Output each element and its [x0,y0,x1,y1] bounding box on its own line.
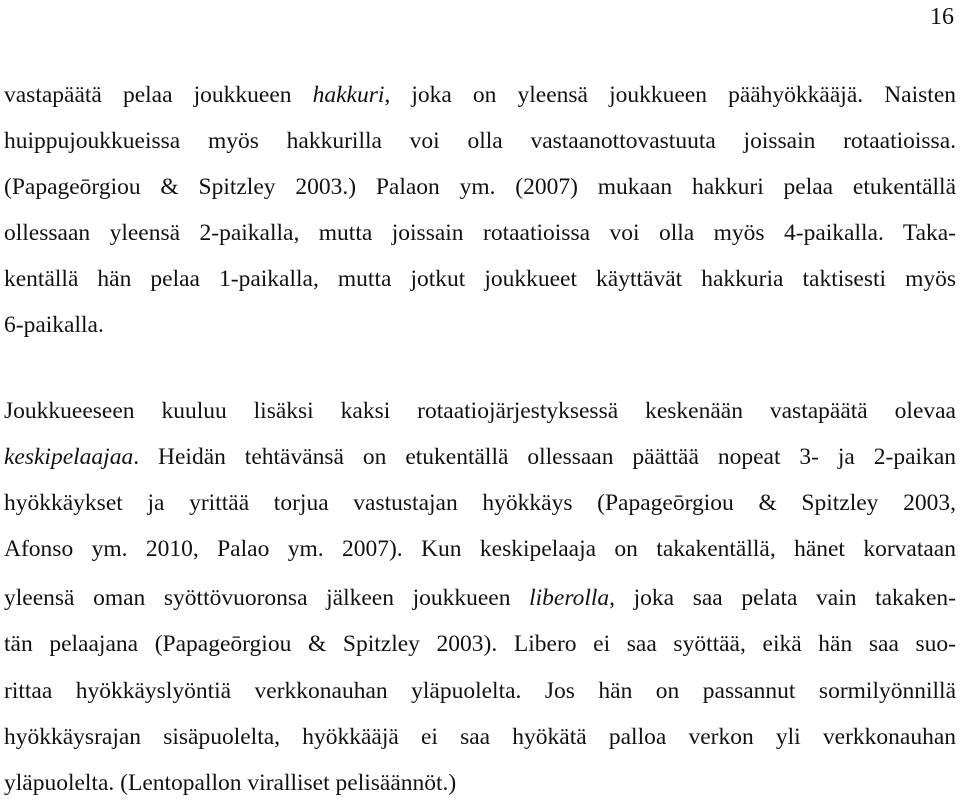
text-run: Afonso ym. 2010, Palao ym. 2007). Kun keskipelaaja on takakentällä, hänet korvataan [4,536,956,562]
text-line [4,396,956,426]
text-line [4,80,956,110]
text-run: . Heidän tehtävänsä on etukentällä ollessaan päättää nopeat 3- ja 2-paikan [133,444,956,470]
text-line [4,629,956,659]
text-line [4,676,956,706]
text-run: vastapäätä pelaa joukkueen [4,82,313,108]
text-line [4,488,956,518]
text-line [4,534,956,564]
text-line [4,722,956,752]
text-run: Joukkueeseen kuuluu lisäksi kaksi rotaatiojärjestyksessä keskenään vastapäätä olevaa [4,398,956,424]
term-keskipelaajaa: keskipelaajaa [4,444,134,470]
text-run: rittaa hyökkäyslyöntiä verkkonauhan yläpuolelta. Jos hän on passannut sormilyönnillä [4,678,956,704]
text-line [4,310,956,340]
text-line [4,442,956,472]
text-run: yläpuolelta. (Lentopallon viralliset pelisäännöt.) [4,770,457,796]
text-run: 6-paikalla. [4,312,104,338]
text-run: , joka saa pelata vain takaken- [609,585,956,611]
text-run: huippujoukkueissa myös hakkurilla voi olla vastaanottovastuuta joissain rotaatioissa. [4,128,956,154]
text-run: yleensä oman syöttövuoronsa jälkeen joukkueen [4,585,530,611]
text-run: , joka on yleensä joukkueen päähyökkääjä. Naisten [384,82,956,108]
text-line [4,172,956,202]
term-liberolla: liberolla [529,585,610,611]
text-run: hyökkäykset ja yrittää torjua vastustajan hyökkäys (Papageōrgiou & Spitzley 2003, [4,490,956,516]
text-line [4,264,956,294]
text-run: ollessaan yleensä 2-paikalla, mutta joissain rotaatioissa voi olla myös 4-paikalla. Taka- [4,220,956,246]
text-line [4,126,956,156]
term-hakkuri: hakkuri [312,82,385,108]
text-line [4,218,956,248]
text-line [4,583,956,613]
text-run: kentällä hän pelaa 1-paikalla, mutta jotkut joukkueet käyttävät hakkuria taktisesti myös [4,266,956,292]
text-line [4,768,956,798]
text-run: tän pelaajana (Papageōrgiou & Spitzley 2003). Libero ei saa syöttää, eikä hän saa suo- [4,631,956,657]
page-number: 16 [930,4,954,30]
text-run: hyökkäysrajan sisäpuolelta, hyökkääjä ei saa hyökätä palloa verkon yli verkkonauhan [4,724,956,750]
text-run: (Papageōrgiou & Spitzley 2003.) Palaon ym. (2007) mukaan hakkuri pelaa etukentällä [4,174,956,200]
